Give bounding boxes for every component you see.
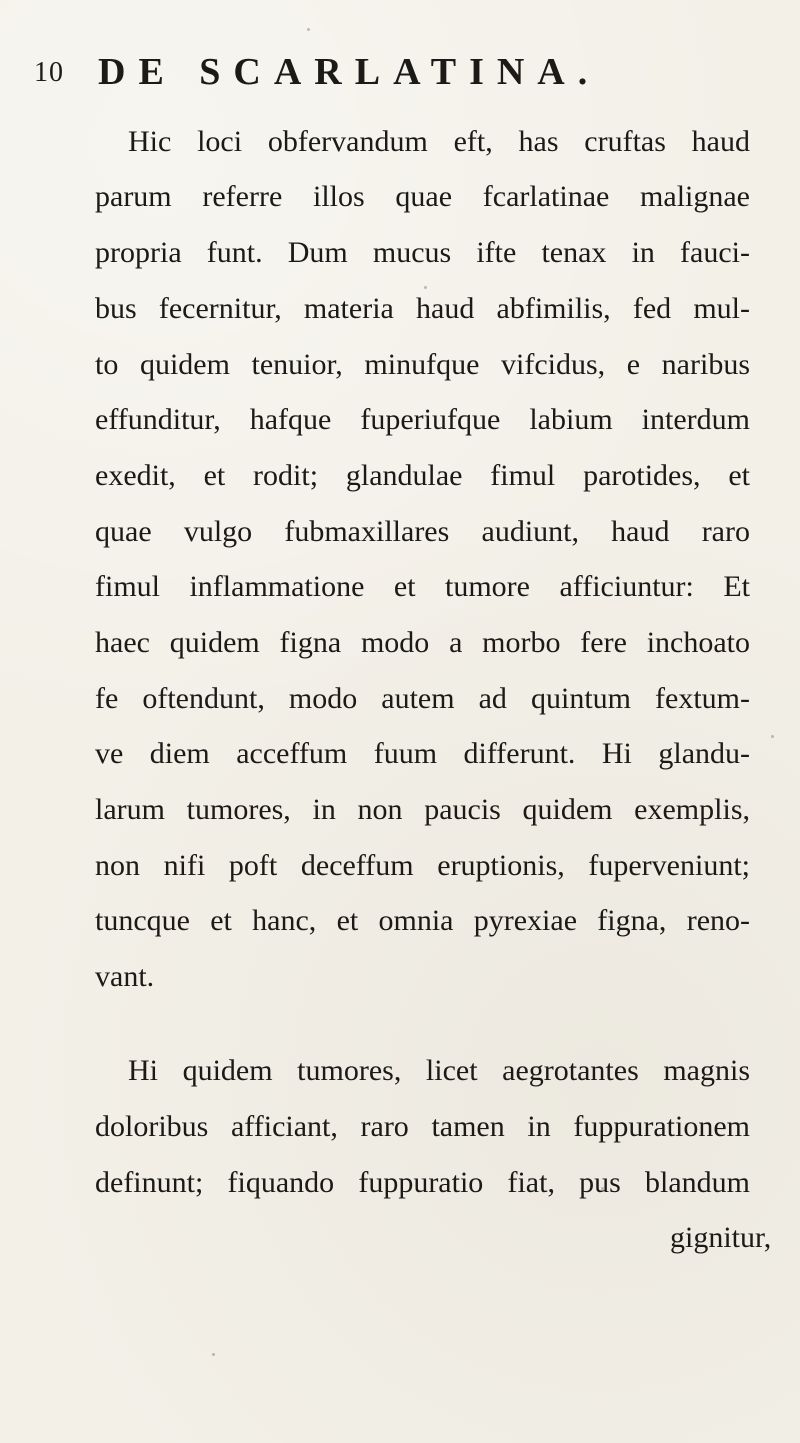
paragraph-2-line-3: definunt; fiquando fuppuratio fiat, pus blandum	[95, 1166, 750, 1199]
paragraph-1-line-15: tuncque et hanc, et omnia pyrexiae figna, reno-	[95, 904, 750, 937]
paragraph-1-line-7: exedit, et rodit; glandulae fimul parotides, et	[95, 459, 750, 492]
paragraph-1-line-13: larum tumores, in non paucis quidem exemplis,	[95, 793, 750, 826]
paragraph-1-line-2: parum referre illos quae fcarlatinae malignae	[95, 180, 750, 213]
paragraph-1-line-9: fimul inflammatione et tumore afficiuntur: Et	[95, 570, 750, 603]
paragraph-1-line-4: bus fecernitur, materia haud abfimilis, fed mul-	[95, 292, 750, 325]
paragraph-2-line-2: doloribus afficiant, raro tamen in fuppurationem	[95, 1110, 750, 1143]
paragraph-1-line-8: quae vulgo fubmaxillares audiunt, haud raro	[95, 515, 750, 548]
paragraph-1-line-1: Hic loci obfervandum eft, has cruftas haud	[128, 125, 750, 158]
paragraph-1-line-6: effunditur, hafque fuperiufque labium interdum	[95, 403, 750, 436]
paper-speck	[212, 1353, 215, 1356]
paragraph-1-line-14: non nifi poft deceffum eruptionis, fuperveniunt;	[95, 849, 750, 882]
paragraph-1-line-3: propria funt. Dum mucus ifte tenax in fauci-	[95, 236, 750, 269]
paragraph-1-line-16: vant.	[95, 960, 155, 993]
running-title: DE SCARLATINA.	[98, 51, 601, 93]
paper-speck	[424, 286, 427, 289]
catchword: gignitur,	[670, 1221, 772, 1254]
paper-speck	[307, 28, 310, 31]
paragraph-2-line-1: Hi quidem tumores, licet aegrotantes magnis	[128, 1054, 750, 1087]
paper-speck	[771, 735, 774, 738]
paragraph-1-line-12: ve diem acceffum fuum differunt. Hi glandu-	[95, 737, 750, 770]
paragraph-1-line-10: haec quidem figna modo a morbo fere inchoato	[95, 626, 750, 659]
paper-speck	[601, 1187, 604, 1190]
paragraph-1-line-11: fe oftendunt, modo autem ad quintum fextum-	[95, 682, 750, 715]
paragraph-1-line-5: to quidem tenuior, minufque vifcidus, e naribus	[95, 348, 750, 381]
page-number: 10	[34, 57, 64, 88]
